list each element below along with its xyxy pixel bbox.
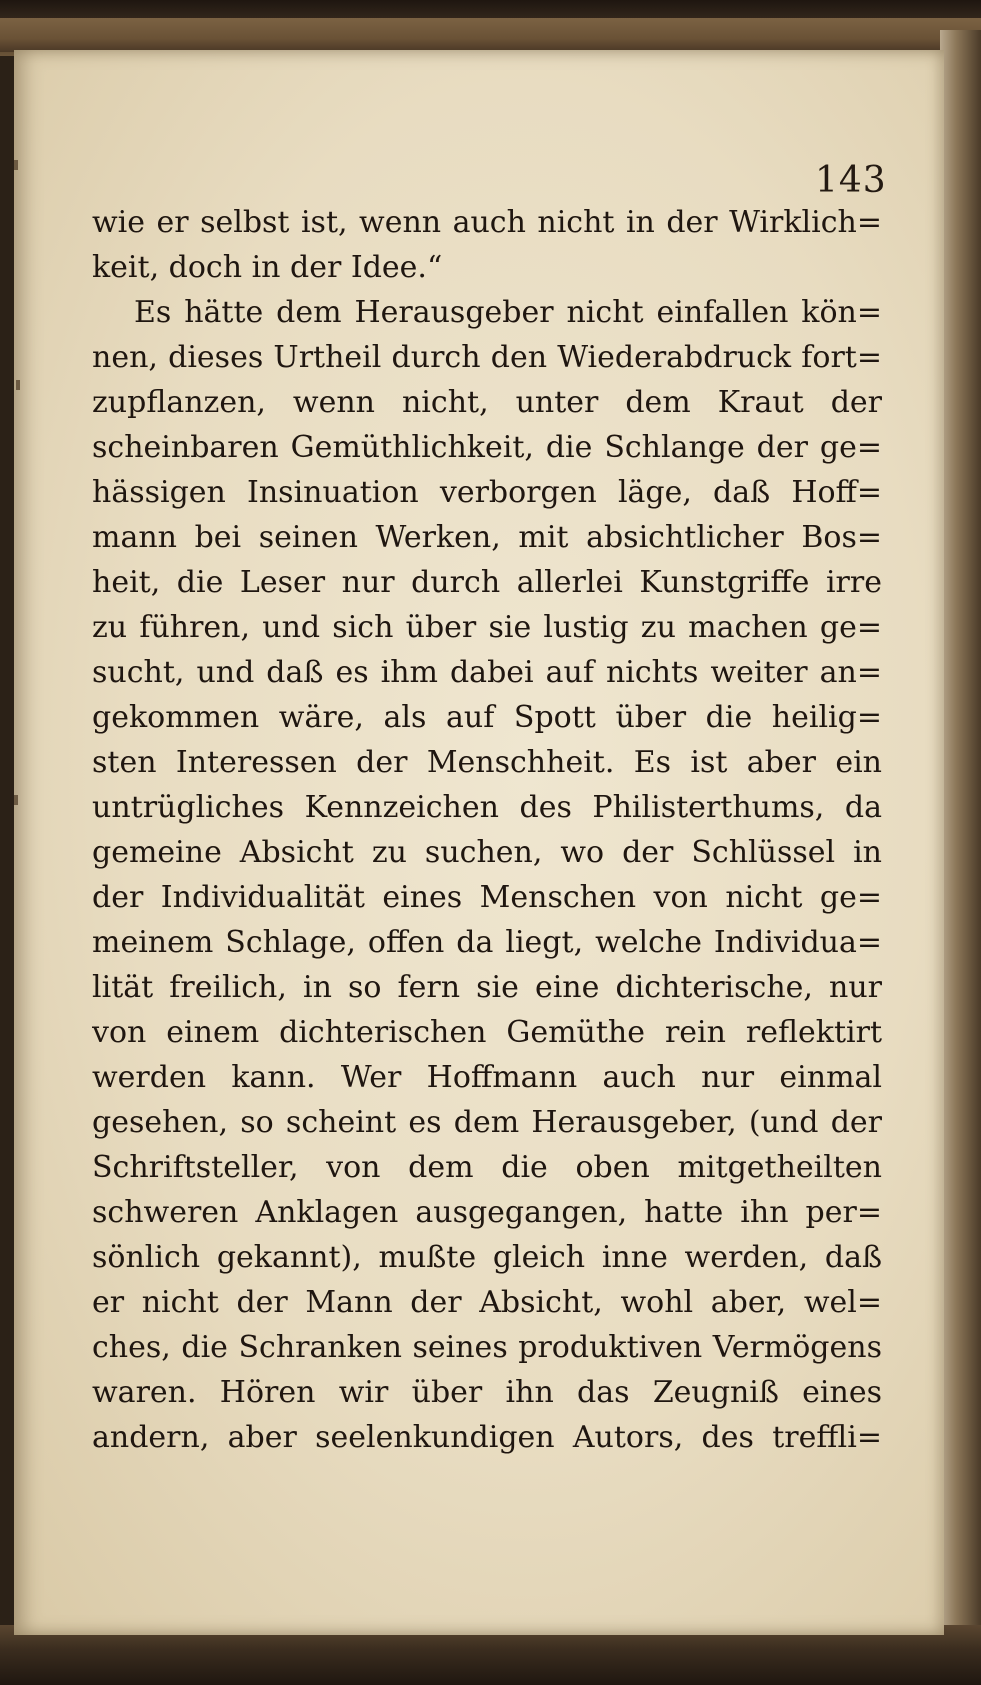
book-top-edge — [0, 0, 981, 56]
text-line: mann bei seinen Werken, mit absichtlicher Bos= — [92, 520, 882, 555]
text-line: untrügliches Kennzeichen des Philisterthums, da — [92, 790, 882, 825]
margin-mark — [14, 160, 18, 170]
page-body-text — [92, 200, 882, 1460]
text-line: andern, aber seelenkundigen Autors, des treffli= — [92, 1420, 882, 1455]
page-number: 143 — [815, 160, 887, 201]
text-line: schweren Anklagen ausgegangen, hatte ihn per= — [92, 1195, 882, 1230]
text-line: zupflanzen, wenn nicht, unter dem Kraut der — [92, 385, 882, 420]
text-line: hässigen Insinuation verborgen läge, daß Hoff= — [92, 475, 882, 510]
text-line: keit, doch in der Idee.“ — [92, 250, 443, 285]
text-line: scheinbaren Gemüthlichkeit, die Schlange der ge= — [92, 430, 882, 465]
text-line: sönlich gekannt), mußte gleich inne werden, daß — [92, 1240, 882, 1275]
book-cover-edge — [0, 18, 981, 52]
text-line: Es hätte dem Herausgeber nicht einfallen kön= — [134, 295, 882, 330]
text-line: von einem dichterischen Gemüthe rein reflektirt — [92, 1015, 882, 1050]
page-stack-edge — [940, 30, 981, 1640]
text-line: meinem Schlage, offen da liegt, welche Individua= — [92, 925, 882, 960]
text-line: sucht, und daß es ihm dabei auf nichts weiter an= — [92, 655, 882, 690]
text-line: waren. Hören wir über ihn das Zeugniß eines — [92, 1375, 882, 1410]
text-line: gesehen, so scheint es dem Herausgeber, (und der — [92, 1105, 882, 1140]
text-line: werden kann. Wer Hoffmann auch nur einmal — [92, 1060, 882, 1095]
text-line: lität freilich, in so fern sie eine dichterische, nur — [92, 970, 882, 1005]
margin-mark — [14, 795, 18, 805]
text-line: gemeine Absicht zu suchen, wo der Schlüssel in — [92, 835, 882, 870]
text-line: Schriftsteller, von dem die oben mitgetheilten — [92, 1150, 882, 1185]
text-line: er nicht der Mann der Absicht, wohl aber, wel= — [92, 1285, 882, 1320]
text-line: wie er selbst ist, wenn auch nicht in der Wirklich= — [92, 205, 882, 240]
text-line: der Individualität eines Menschen von nicht ge= — [92, 880, 882, 915]
text-line: zu führen, und sich über sie lustig zu machen ge= — [92, 610, 882, 645]
text-line: heit, die Leser nur durch allerlei Kunstgriffe irre — [92, 565, 882, 600]
margin-mark — [16, 380, 20, 390]
text-line: sten Interessen der Menschheit. Es ist aber ein — [92, 745, 882, 780]
text-line: ches, die Schranken seines produktiven Vermögens — [92, 1330, 882, 1365]
text-line: nen, dieses Urtheil durch den Wiederabdruck fort= — [92, 340, 882, 375]
text-line: gekommen wäre, als auf Spott über die heilig= — [92, 700, 882, 735]
